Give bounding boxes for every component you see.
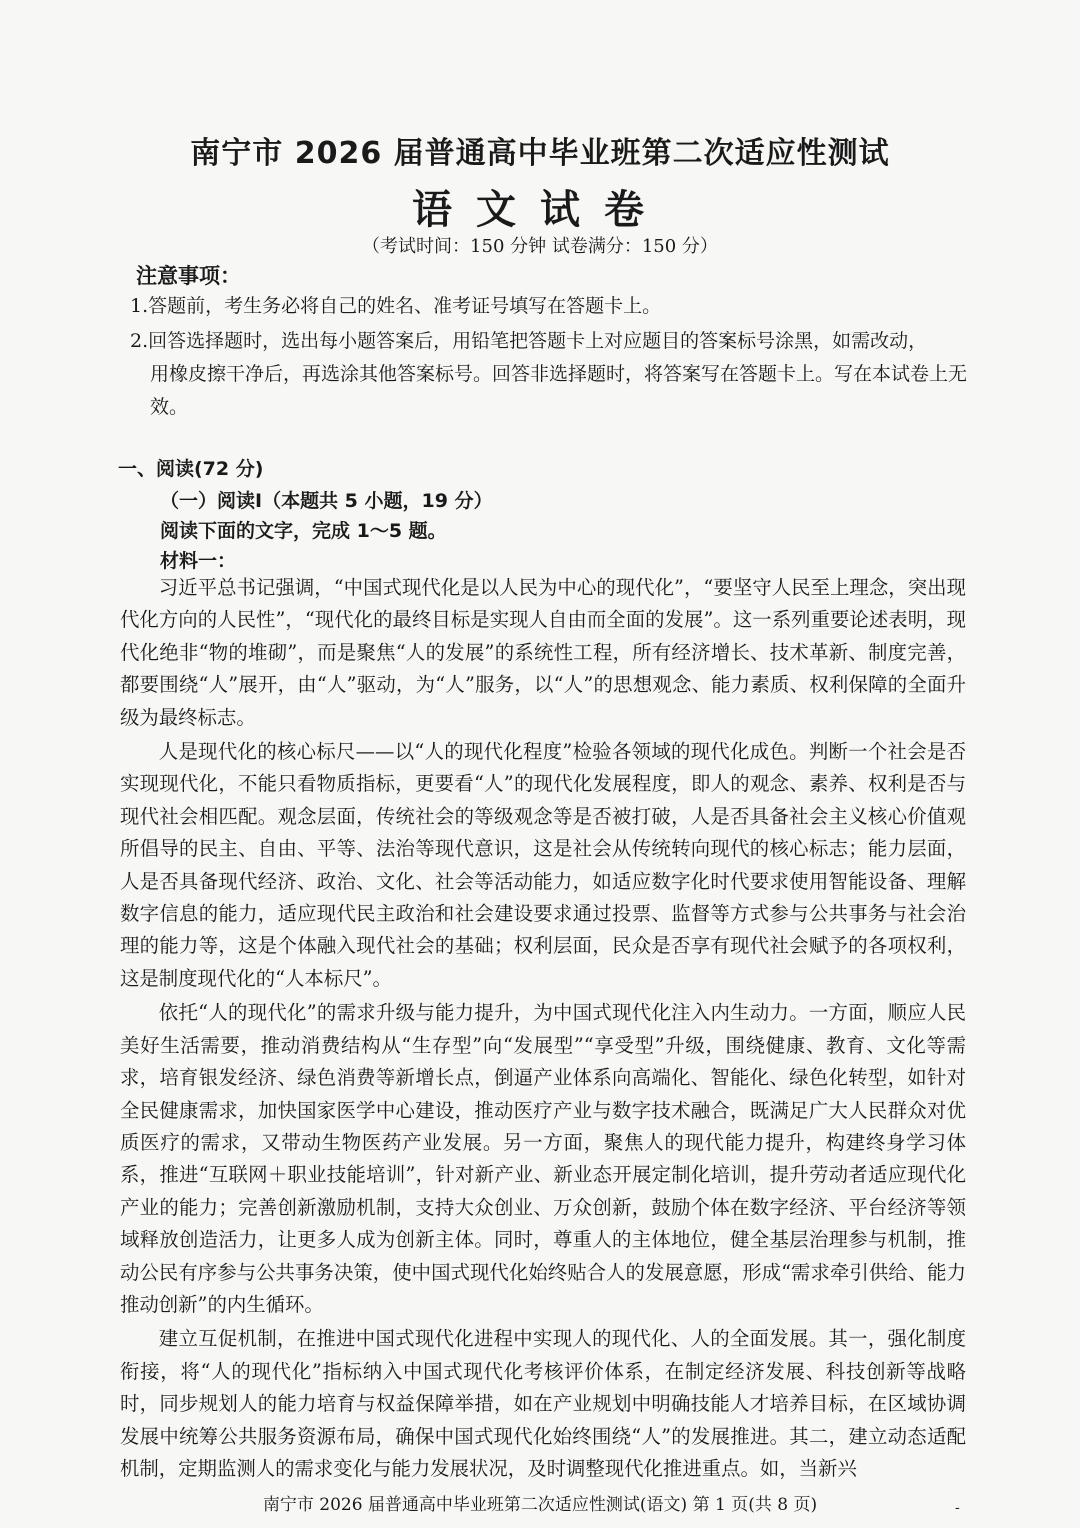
notice-item-1: 1.答题前，考生务必将自己的姓名、准考证号填写在答题卡上。 [130, 295, 662, 317]
notice-item-2-rest: 用橡皮擦干净后，再选涂其他答案标号。回答非选择题时，将答案写在答题卡上。写在本试卷上无效。 [150, 363, 968, 418]
notice-heading: 注意事项： [136, 264, 241, 288]
scan-mark: - [955, 1500, 960, 1516]
notice-item-2-line1: 2.回答选择题时，选出每小题答案后，用铅笔把答题卡上对应题目的答案标号涂黑，如需改动， [130, 330, 928, 352]
paragraph: 人是现代化的核心标尺——以“人的现代化程度”检验各领域的现代化成色。判断一个社会是否实现现代化，不能只看物质指标，更要看“人”的现代化发展程度，即人的观念、素养、权利是否与现代社会相匹配。观念层面，传统社会的等级观念等是否被打破，人是否具备社会主义核心价值观所倡导的民主、自由、平等、法治等现代意识，这是社会从传统转向现代的核心标志；能力层面，人是否具备现代经济、政治、文化、社会等活动能力，如适应数字化时代要求使用智能设备、理解数字信息的能力，适应现代民主政治和社会建设要求通过投票、监督等方式参与公共事务与社会治理的能力等，这是个体融入现代社会的基础；权利层面，民众是否享有现代社会赋予的各项权利，这是制度现代化的“人本标尺”。 [120, 740, 966, 990]
instruction-text: 阅读下面的文字，完成 1～5 题。 [160, 520, 447, 542]
material-body [120, 572, 966, 1487]
exam-title: 南宁市 2026 届普通高中毕业班第二次适应性测试 [190, 136, 890, 171]
part-title: （一）阅读Ⅰ（本题共 5 小题，19 分） [160, 490, 493, 512]
paragraph: 建立互促机制，在推进中国式现代化进程中实现人的现代化、人的全面发展。其一，强化制度衔接，将“人的现代化”指标纳入中国式现代化考核评价体系，在制定经济发展、科技创新等战略时，同步规划人的能力培育与权益保障举措，如在产业规划中明确技能人才培养目标，在区域协调发展中统筹公共服务资源布局，确保中国式现代化始终围绕“人”的发展推进。其二，建立动态适配机制，定期监测人的需求变化与能力发展状况，及时调整现代化推进重点。如，当新兴 [120, 1327, 966, 1480]
section-title: 一、阅读(72 分) [118, 458, 264, 480]
notice-item-2 [130, 325, 980, 424]
paragraph: 习近平总书记强调，“中国式现代化是以人民为中心的现代化”，“要坚守人民至上理念，突出现代化方向的人民性”，“现代化的最终目标是实现人自由而全面的发展”。这一系列重要论述表明，现代化绝非“物的堆砌”，而是聚焦“人的发展”的系统性工程，所有经济增长、技术革新、制度完善，都要围绕“人”展开，由“人”驱动，为“人”服务，以“人”的思想观念、能力素质、权利保障的全面升级为最终标志。 [120, 576, 966, 729]
subject-title: 语文试卷 [412, 187, 668, 233]
page-footer: 南宁市 2026 届普通高中毕业班第二次适应性测试(语文) 第 1 页(共 8 页) [262, 1495, 818, 1515]
material-label: 材料一： [160, 550, 237, 572]
paragraph: 依托“人的现代化”的需求升级与能力提升，为中国式现代化注入内生动力。一方面，顺应人民美好生活需要，推动消费结构从“生存型”向“发展型”“享受型”升级，围绕健康、教育、文化等需求，培育银发经济、绿色消费等新增长点，倒逼产业体系向高端化、智能化、绿色化转型，如针对全民健康需求，加快国家医学中心建设，推动医疗产业与数字技术融合，既满足广大人民群众对优质医疗的需求，又带动生物医药产业发展。另一方面，聚焦人的现代能力提升，构建终身学习体系，推进“互联网＋职业技能培训”，针对新产业、新业态开展定制化培训，提升劳动者适应现代化产业的能力；完善创新激励机制，支持大众创业、万众创新，鼓励个体在数字经济、平台经济等领域释放创造活力，让更多人成为创新主体。同时，尊重人的主体地位，健全基层治理参与机制，推动公民有序参与公共事务决策，使中国式现代化始终贴合人的发展意愿，形成“需求牵引供给、能力推动创新”的内生循环。 [120, 1001, 966, 1316]
exam-meta: （考试时间：150 分钟 试卷满分：150 分） [362, 236, 718, 257]
